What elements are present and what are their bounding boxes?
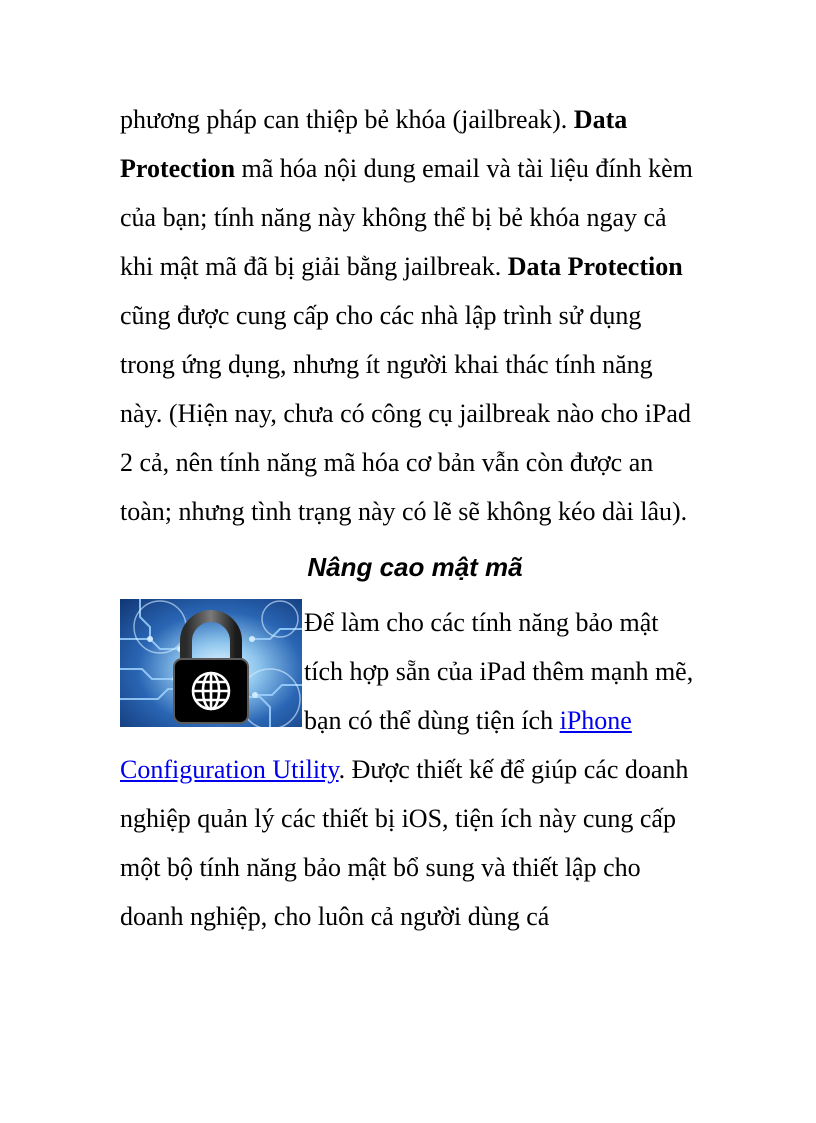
bold-term: Data Protection [507,252,683,281]
document-page [120,95,700,941]
bold-term: Data Protection [120,105,628,183]
paragraph-data-protection [120,95,700,536]
section-heading: Nâng cao mật mã [307,552,523,582]
paragraph-configuration-utility [120,598,700,941]
paragraph-text: phương pháp can thiệp bẻ khóa (jailbreak). [120,105,574,134]
iphone-configuration-utility-link[interactable]: iPhone Configuration Utility [120,706,632,784]
paragraph-text: mã hóa nội dung email và tài liệu đính kèm của bạn; tính năng này không thể bị bẻ khóa ngay cả khi mật mã đã bị giải bằng jailbreak. [120,154,693,281]
paragraph-text: Để làm cho các tính năng bảo mật tích hợp sẵn của iPad thêm mạnh mẽ, bạn có thể dùng tiện ích [304,608,694,735]
paragraph-text: cũng được cung cấp cho các nhà lập trình sử dụng trong ứng dụng, nhưng ít người khai thác tính năng này. (Hiện nay, chưa có công cụ jailbreak nào cho iPad 2 cả, nên tính năng mã hóa cơ bản vẫn còn được an toàn; nhưng tình trạng này có lẽ sẽ không kéo dài lâu). [120,301,691,526]
padlock-globe-icon [120,599,302,727]
paragraph-text: . Được thiết kế để giúp các doanh nghiệp quản lý các thiết bị iOS, tiện ích này cung cấp một bộ tính năng bảo mật bổ sung và thiết lập cho doanh nghiệp, cho luôn cả người dùng cá [120,755,689,931]
